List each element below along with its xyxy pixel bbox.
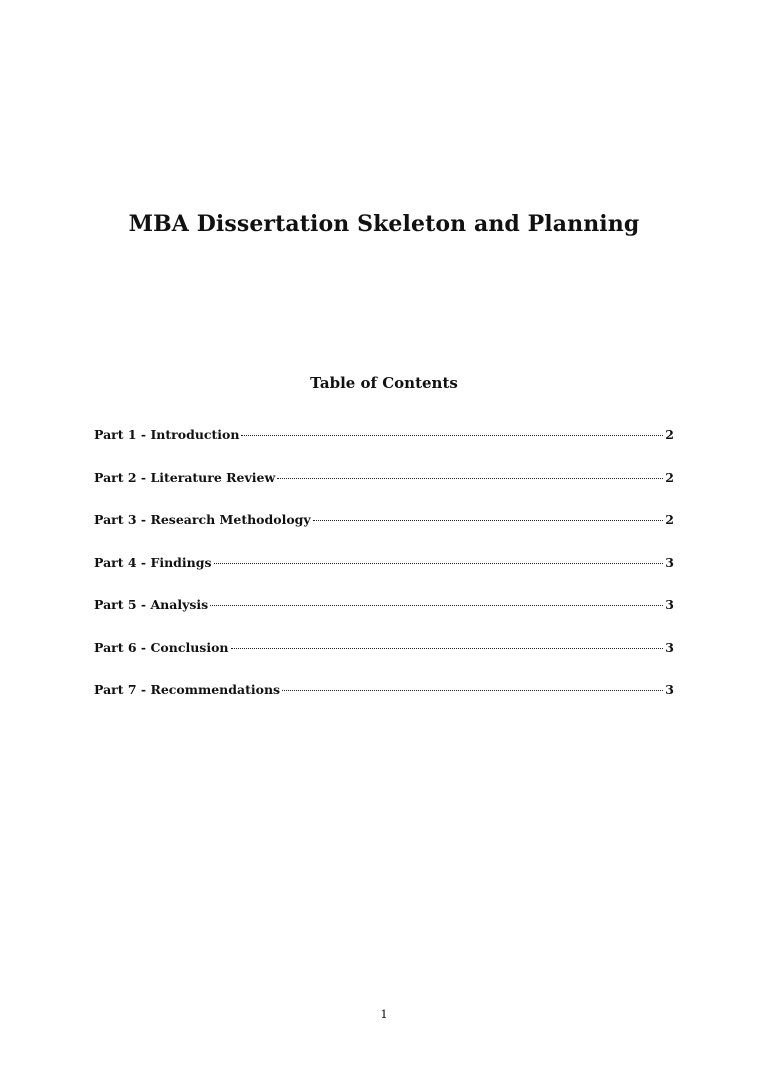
toc-dot-leader (277, 478, 663, 479)
page-number: 1 (380, 1007, 388, 1021)
toc-dot-leader (231, 648, 664, 649)
toc-dot-leader (241, 435, 663, 436)
toc-entry-label: Part 2 - Literature Review (94, 469, 276, 485)
toc-entry-page: 3 (665, 682, 674, 697)
toc-entry-analysis[interactable] (94, 597, 674, 640)
toc-entry-introduction[interactable] (94, 427, 674, 470)
toc-entry-page: 3 (665, 597, 674, 612)
toc-entry-label: Part 4 - Findings (94, 554, 212, 570)
toc-dot-leader (282, 690, 663, 691)
toc-entry-label: Part 1 - Introduction (94, 427, 240, 442)
toc-heading: Table of Contents (310, 374, 458, 392)
toc-entry-page: 2 (665, 469, 674, 485)
toc-dot-leader (210, 605, 663, 606)
document-title: MBA Dissertation Skeleton and Planning (128, 211, 640, 237)
toc-entry-label: Part 3 - Research Methodology (94, 512, 311, 527)
toc-dot-leader (214, 563, 664, 564)
toc-entry-literature-review[interactable] (94, 470, 674, 513)
toc-entry-findings[interactable] (94, 555, 674, 598)
table-of-contents (94, 427, 674, 725)
toc-entry-page: 2 (665, 427, 674, 442)
toc-entry-label: Part 6 - Conclusion (94, 639, 229, 655)
toc-dot-leader (313, 520, 664, 521)
toc-entry-page: 3 (665, 554, 674, 570)
toc-entry-label: Part 5 - Analysis (94, 597, 209, 612)
toc-entry-conclusion[interactable] (94, 640, 674, 683)
toc-entry-label: Part 7 - Recommendations (94, 682, 281, 697)
toc-entry-research-methodology[interactable] (94, 512, 674, 555)
toc-entry-page: 2 (665, 512, 674, 527)
toc-entry-recommendations[interactable] (94, 682, 674, 725)
toc-entry-page: 3 (665, 639, 674, 655)
